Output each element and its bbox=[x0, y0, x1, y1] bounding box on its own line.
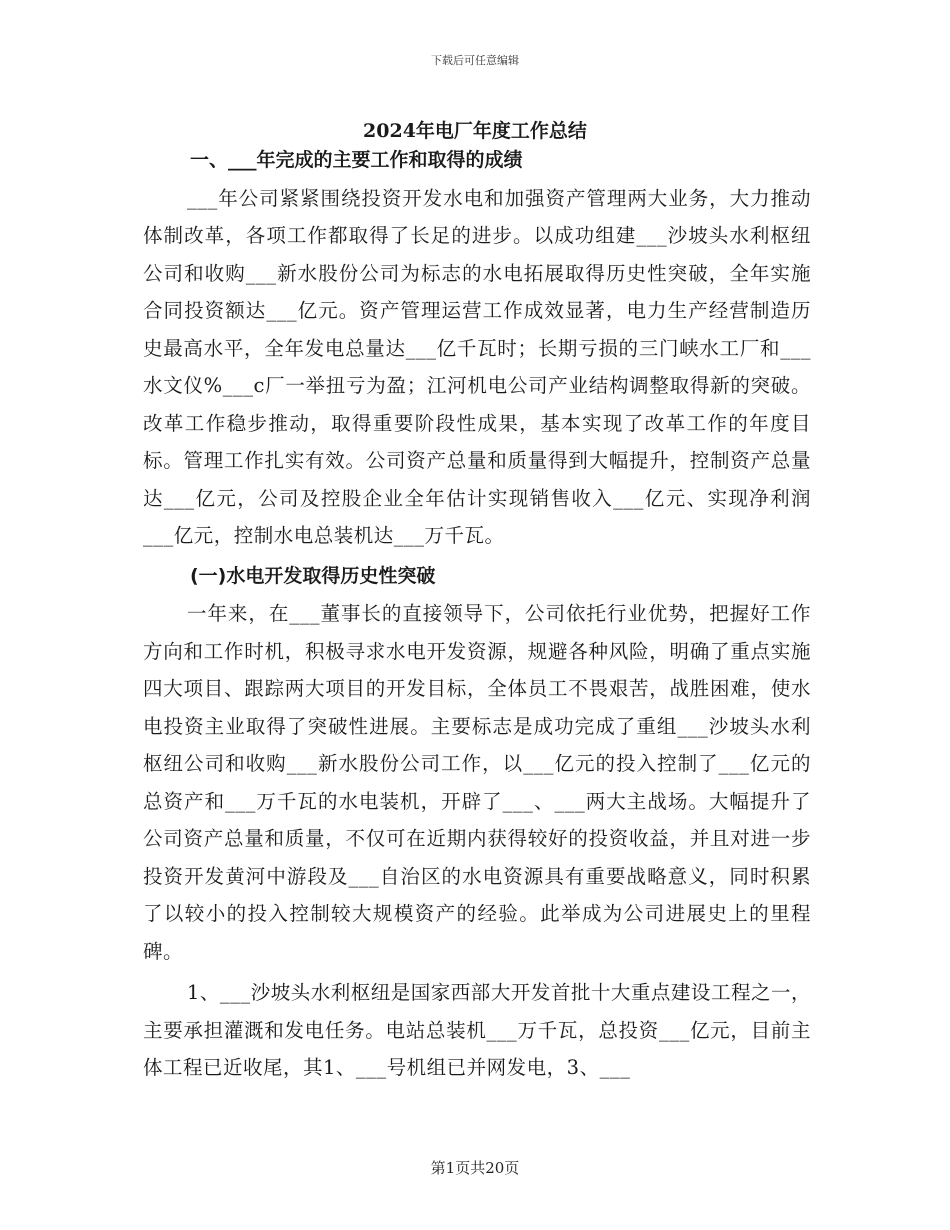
section-heading: 一、___年完成的主要工作和取得的成绩 bbox=[190, 149, 523, 171]
subsection-heading: (一)水电开发取得历史性突破 bbox=[190, 564, 436, 587]
page-footer: 第1页共20页 bbox=[430, 1159, 520, 1177]
document-body bbox=[143, 142, 811, 1087]
body-paragraph: ___年公司紧紧围绕投资开发水电和加强资产管理两大业务，大力推动体制改革，各项工作都取得了长足的进步。以成功组建___沙坡头水利枢纽公司和收购___新水股份公司为标志的水电拓展取得历史性突破，全年实施合同投资额达___亿元。资产管理运营工作成效显著，电力生产经营制造历史最高水平，全年发电总量达___亿千瓦时；长期亏损的三门峡水工厂和___水文仪%___c厂一举扭亏为盈；江河机电公司产业结构调整取得新的突破。改革工作稳步推动，取得重要阶段性成果，基本实现了改革工作的年度目标。管理工作扎实有效。公司资产总量和质量得到大幅提升，控制资产总量达___亿元，公司及控股企业全年估计实现销售收入___亿元、实现净利润___亿元，控制水电总装机达___万千瓦。 bbox=[143, 186, 811, 547]
document-title: 2024年电厂年度工作总结 bbox=[363, 120, 587, 142]
body-paragraph: 1、___沙坡头水利枢纽是国家西部大开发首批十大重点建设工程之一，主要承担灌溉和发电任务。电站总装机___万千瓦，总投资___亿元，目前主体工程已近收尾，其1、___号机组已并网发电，3、___ bbox=[143, 981, 811, 1079]
body-paragraph: 一年来，在___董事长的直接领导下，公司依托行业优势，把握好工作方向和工作时机，积极寻求水电开发资源，规避各种风险，明确了重点实施四大项目、跟踪两大项目的开发目标，全体员工不畏艰苦，战胜困难，使水电投资主业取得了突破性进展。主要标志是成功完成了重组___沙坡头水利枢纽公司和收购___新水股份公司工作，以___亿元的投入控制了___亿元的总资产和___万千瓦的水电装机，开辟了___、___两大主战场。大幅提升了公司资产总量和质量，不仅可在近期内获得较好的投资收益，并且对进一步投资开发黄河中游段及___自治区的水电资源具有重要战略意义，同时积累了以较小的投入控制较大规模资产的经验。此举成为公司进展史上的里程碑。 bbox=[143, 602, 811, 963]
header-note: 下载后可任意编辑 bbox=[431, 54, 519, 67]
